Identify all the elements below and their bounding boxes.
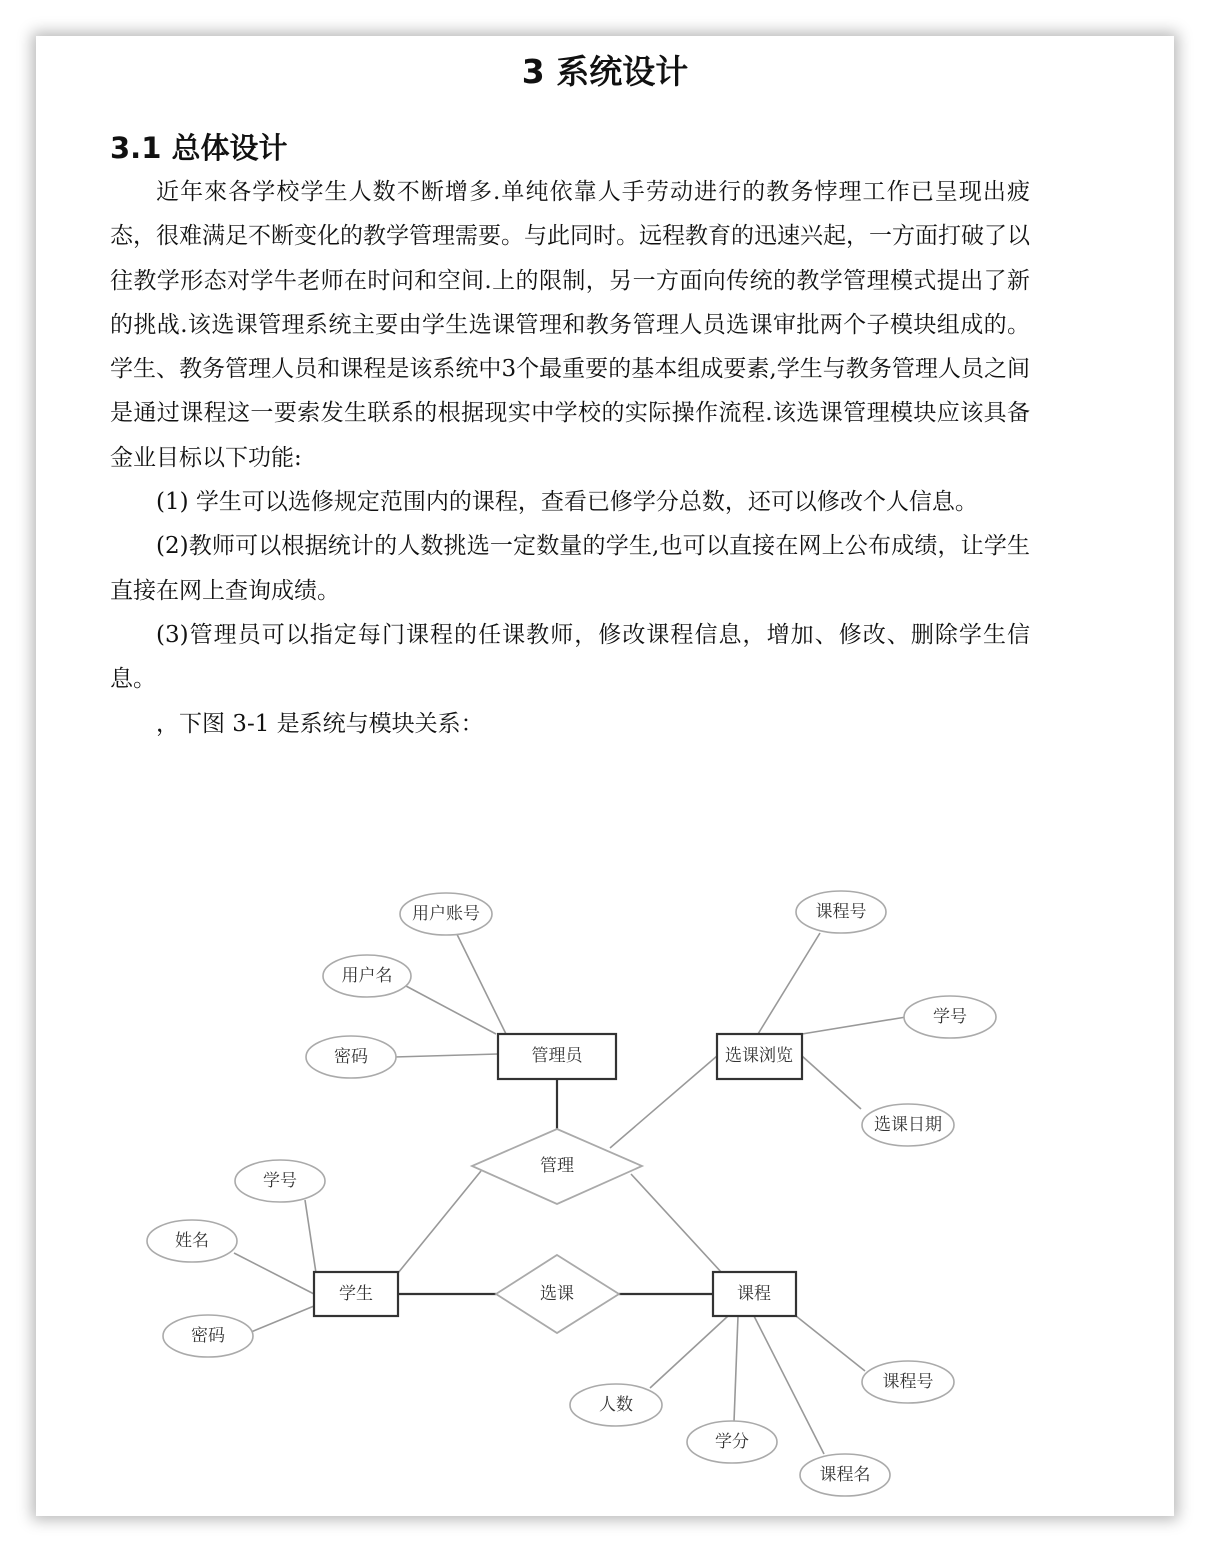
relationship-manage <box>472 1129 642 1204</box>
entity-admin-label: 管理员 <box>531 1046 583 1066</box>
attr-course-credit-label: 学分 <box>715 1432 749 1452</box>
attr-student-name-label: 姓名 <box>175 1231 209 1251</box>
attr-course-credit <box>687 1421 777 1463</box>
attr-browse-date <box>862 1104 954 1146</box>
attr-browse-course-no <box>796 891 886 933</box>
entity-course-browse <box>717 1034 802 1079</box>
attr-course-no-label: 课程号 <box>882 1372 934 1392</box>
entity-student <box>314 1272 398 1316</box>
er-diagram <box>36 36 1174 1516</box>
entity-admin <box>498 1034 616 1079</box>
chapter-title: 3 系统设计 <box>521 52 689 91</box>
attr-admin-password <box>306 1036 396 1078</box>
paragraph-intro: 近年來各学校学生人数不断增多.单纯依靠人手劳动进行的教务悖理工作已呈现出疲态，很难满足不断变化的教学管理需要。与此同时。远程教育的迅速兴起，一方面打破了以往教学形态对学牛老师在时问和空间.上的限制，另一方面向传统的教学管理模式提出了新的挑战.该选课管理系统主要由学生选课管理和教务管理人员选课审批两个子模块组成的。学生、教务管理人员和课程是该系统中3个最重要的基本组成要素,学生与教务管理人员之间是通过课程这一要索发生联系的根据现实中学校的实际操作流程.该选课管理模块应该具备金业目标以下功能: <box>110 179 1030 471</box>
attr-student-name <box>147 1220 237 1262</box>
attr-student-no <box>235 1160 325 1202</box>
attr-admin-account-label: 用户账号 <box>412 904 480 924</box>
document-page <box>36 36 1174 1516</box>
attr-browse-student-no-label: 学号 <box>933 1007 967 1027</box>
attr-admin-password-label: 密码 <box>334 1047 368 1067</box>
attr-student-password-label: 密码 <box>191 1326 225 1346</box>
paragraph-feature-1: (1) 学生可以选修规定范围内的课程，查看已修学分总数，还可以修改个人信息。 <box>156 489 978 516</box>
relationship-select-course <box>496 1255 619 1333</box>
attr-admin-username-label: 用户名 <box>341 966 393 986</box>
attr-student-no-label: 学号 <box>263 1171 297 1191</box>
attr-course-name-label: 课程名 <box>819 1465 871 1485</box>
paragraph-feature-2: (2)教师可以根据统计的人数挑选一定数量的学生,也可以直接在网上公布成绩，让学生直接在网上查询成绩。 <box>110 533 1030 604</box>
attr-course-count-label: 人数 <box>599 1395 633 1415</box>
attr-course-count <box>570 1384 662 1426</box>
relationship-manage-label: 管理 <box>540 1156 574 1176</box>
attr-course-name <box>800 1454 890 1496</box>
attr-browse-student-no <box>904 996 996 1038</box>
attr-student-password <box>163 1315 253 1357</box>
entity-student-label: 学生 <box>339 1284 373 1304</box>
paragraph-feature-3: (3)管理员可以指定每门课程的任课教师，修改课程信息，增加、修改、删除学生信息。 <box>110 621 1030 693</box>
entity-course-label: 课程 <box>737 1284 771 1304</box>
section-title: 3.1 总体设计 <box>110 131 288 165</box>
attr-admin-account <box>400 893 492 935</box>
entity-course-browse-label: 选课浏览 <box>725 1046 793 1066</box>
attr-browse-course-no-label: 课程号 <box>815 902 867 922</box>
attr-course-no <box>862 1361 954 1403</box>
attr-browse-date-label: 选课日期 <box>874 1115 942 1135</box>
paragraph-figure-ref: ，下图 3-1 是系统与模块关系： <box>156 710 484 737</box>
attr-admin-username <box>323 955 411 997</box>
entity-course <box>713 1272 796 1316</box>
relationship-select-course-label: 选课 <box>540 1284 574 1304</box>
